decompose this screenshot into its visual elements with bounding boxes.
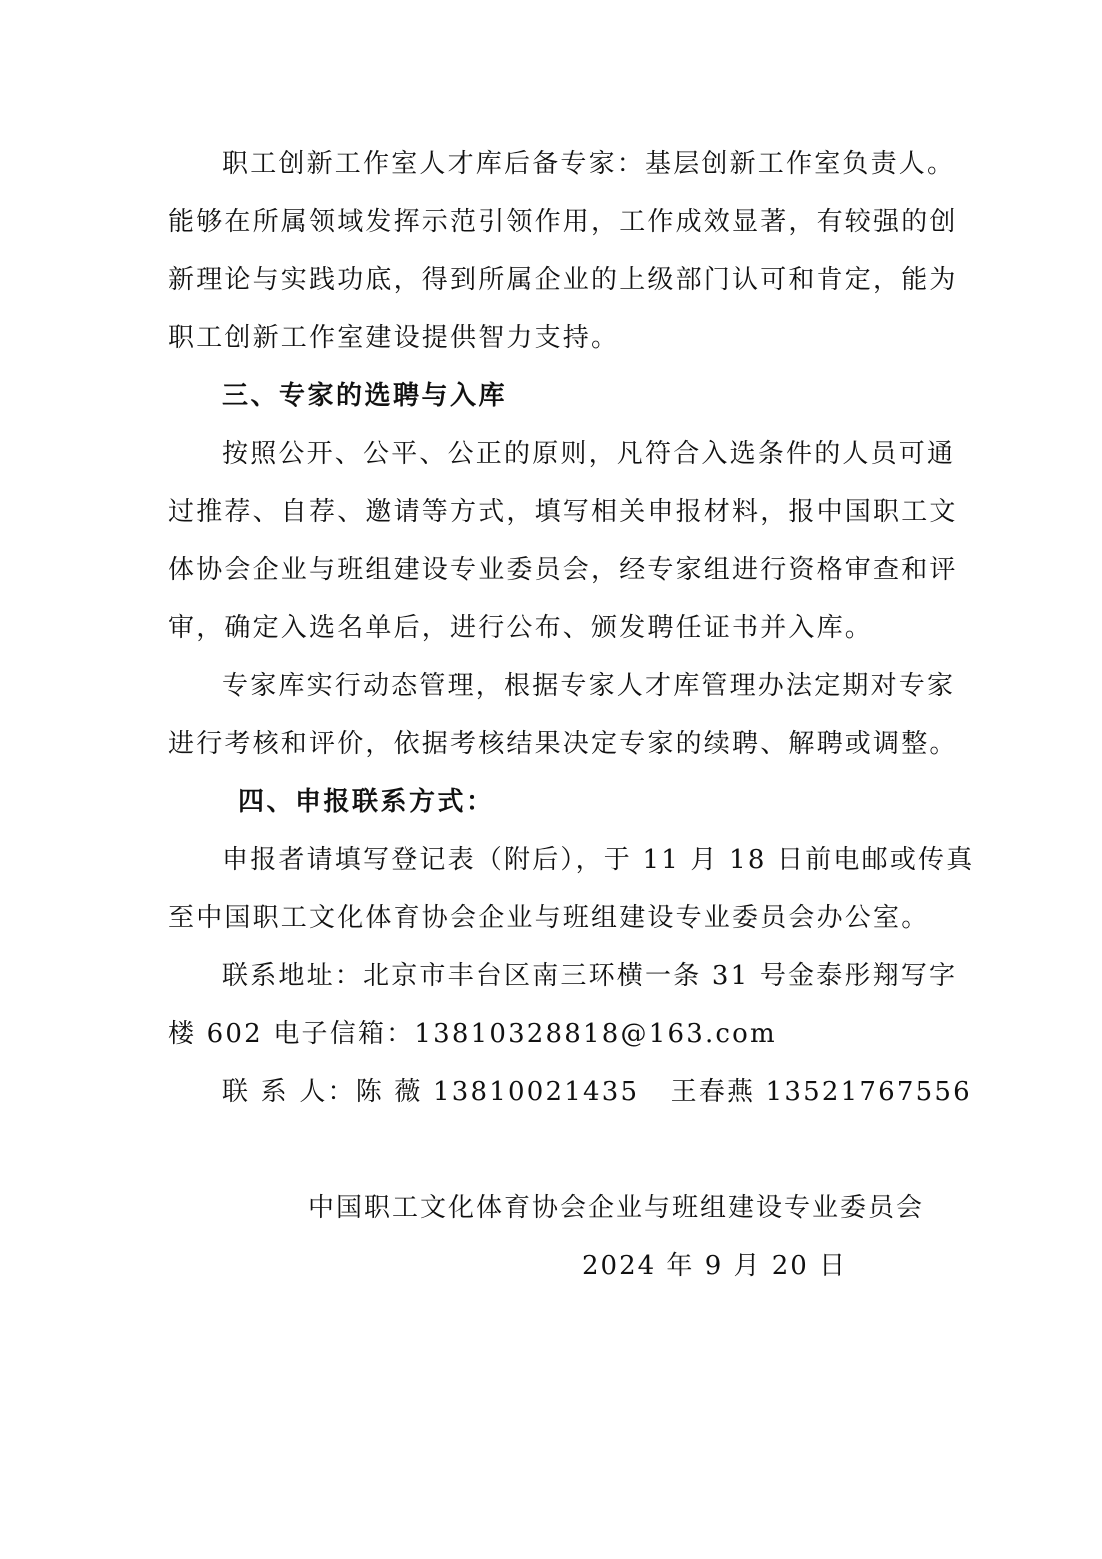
body-line-12: 至中国职工文化体育协会企业与班组建设专业委员会办公室。 (168, 903, 930, 933)
body-line-8: 审，确定入选名单后，进行公布、颁发聘任证书并入库。 (168, 613, 874, 643)
contact-address-line: 联系地址：北京市丰台区南三环横一条 31 号金泰彤翔写字 (222, 961, 958, 991)
body-line-10: 进行考核和评价，依据考核结果决定专家的续聘、解聘或调整。 (168, 729, 958, 759)
body-line-11: 申报者请填写登记表（附后），于 11 月 18 日前电邮或传真 (222, 845, 975, 875)
section-heading-3: 三、专家的选聘与入库 (222, 381, 508, 411)
body-line-5: 按照公开、公平、公正的原则，凡符合入选条件的人员可通 (222, 439, 956, 469)
body-line-3: 新理论与实践功底，得到所属企业的上级部门认可和肯定，能为 (168, 265, 958, 295)
body-line-7: 体协会企业与班组建设专业委员会，经专家组进行资格审查和评 (168, 555, 958, 585)
body-line-1: 职工创新工作室人才库后备专家：基层创新工作室负责人。 (222, 149, 956, 179)
contact-email-line: 楼 602 电子信箱：13810328818@163.com (168, 1019, 777, 1049)
signature-date: 2024 年 9 月 20 日 (582, 1251, 848, 1281)
body-line-9: 专家库实行动态管理，根据专家人才库管理办法定期对专家 (222, 671, 956, 701)
signature-org: 中国职工文化体育协会企业与班组建设专业委员会 (308, 1193, 925, 1223)
body-line-2: 能够在所属领域发挥示范引领作用，工作成效显著，有较强的创 (168, 207, 958, 237)
body-line-6: 过推荐、自荐、邀请等方式，填写相关申报材料，报中国职工文 (168, 497, 958, 527)
body-line-4: 职工创新工作室建设提供智力支持。 (168, 323, 620, 353)
contact-person-line: 联 系 人：陈 薇 13810021435 王春燕 13521767556 (222, 1077, 972, 1107)
section-heading-4: 四、申报联系方式： (238, 787, 495, 817)
